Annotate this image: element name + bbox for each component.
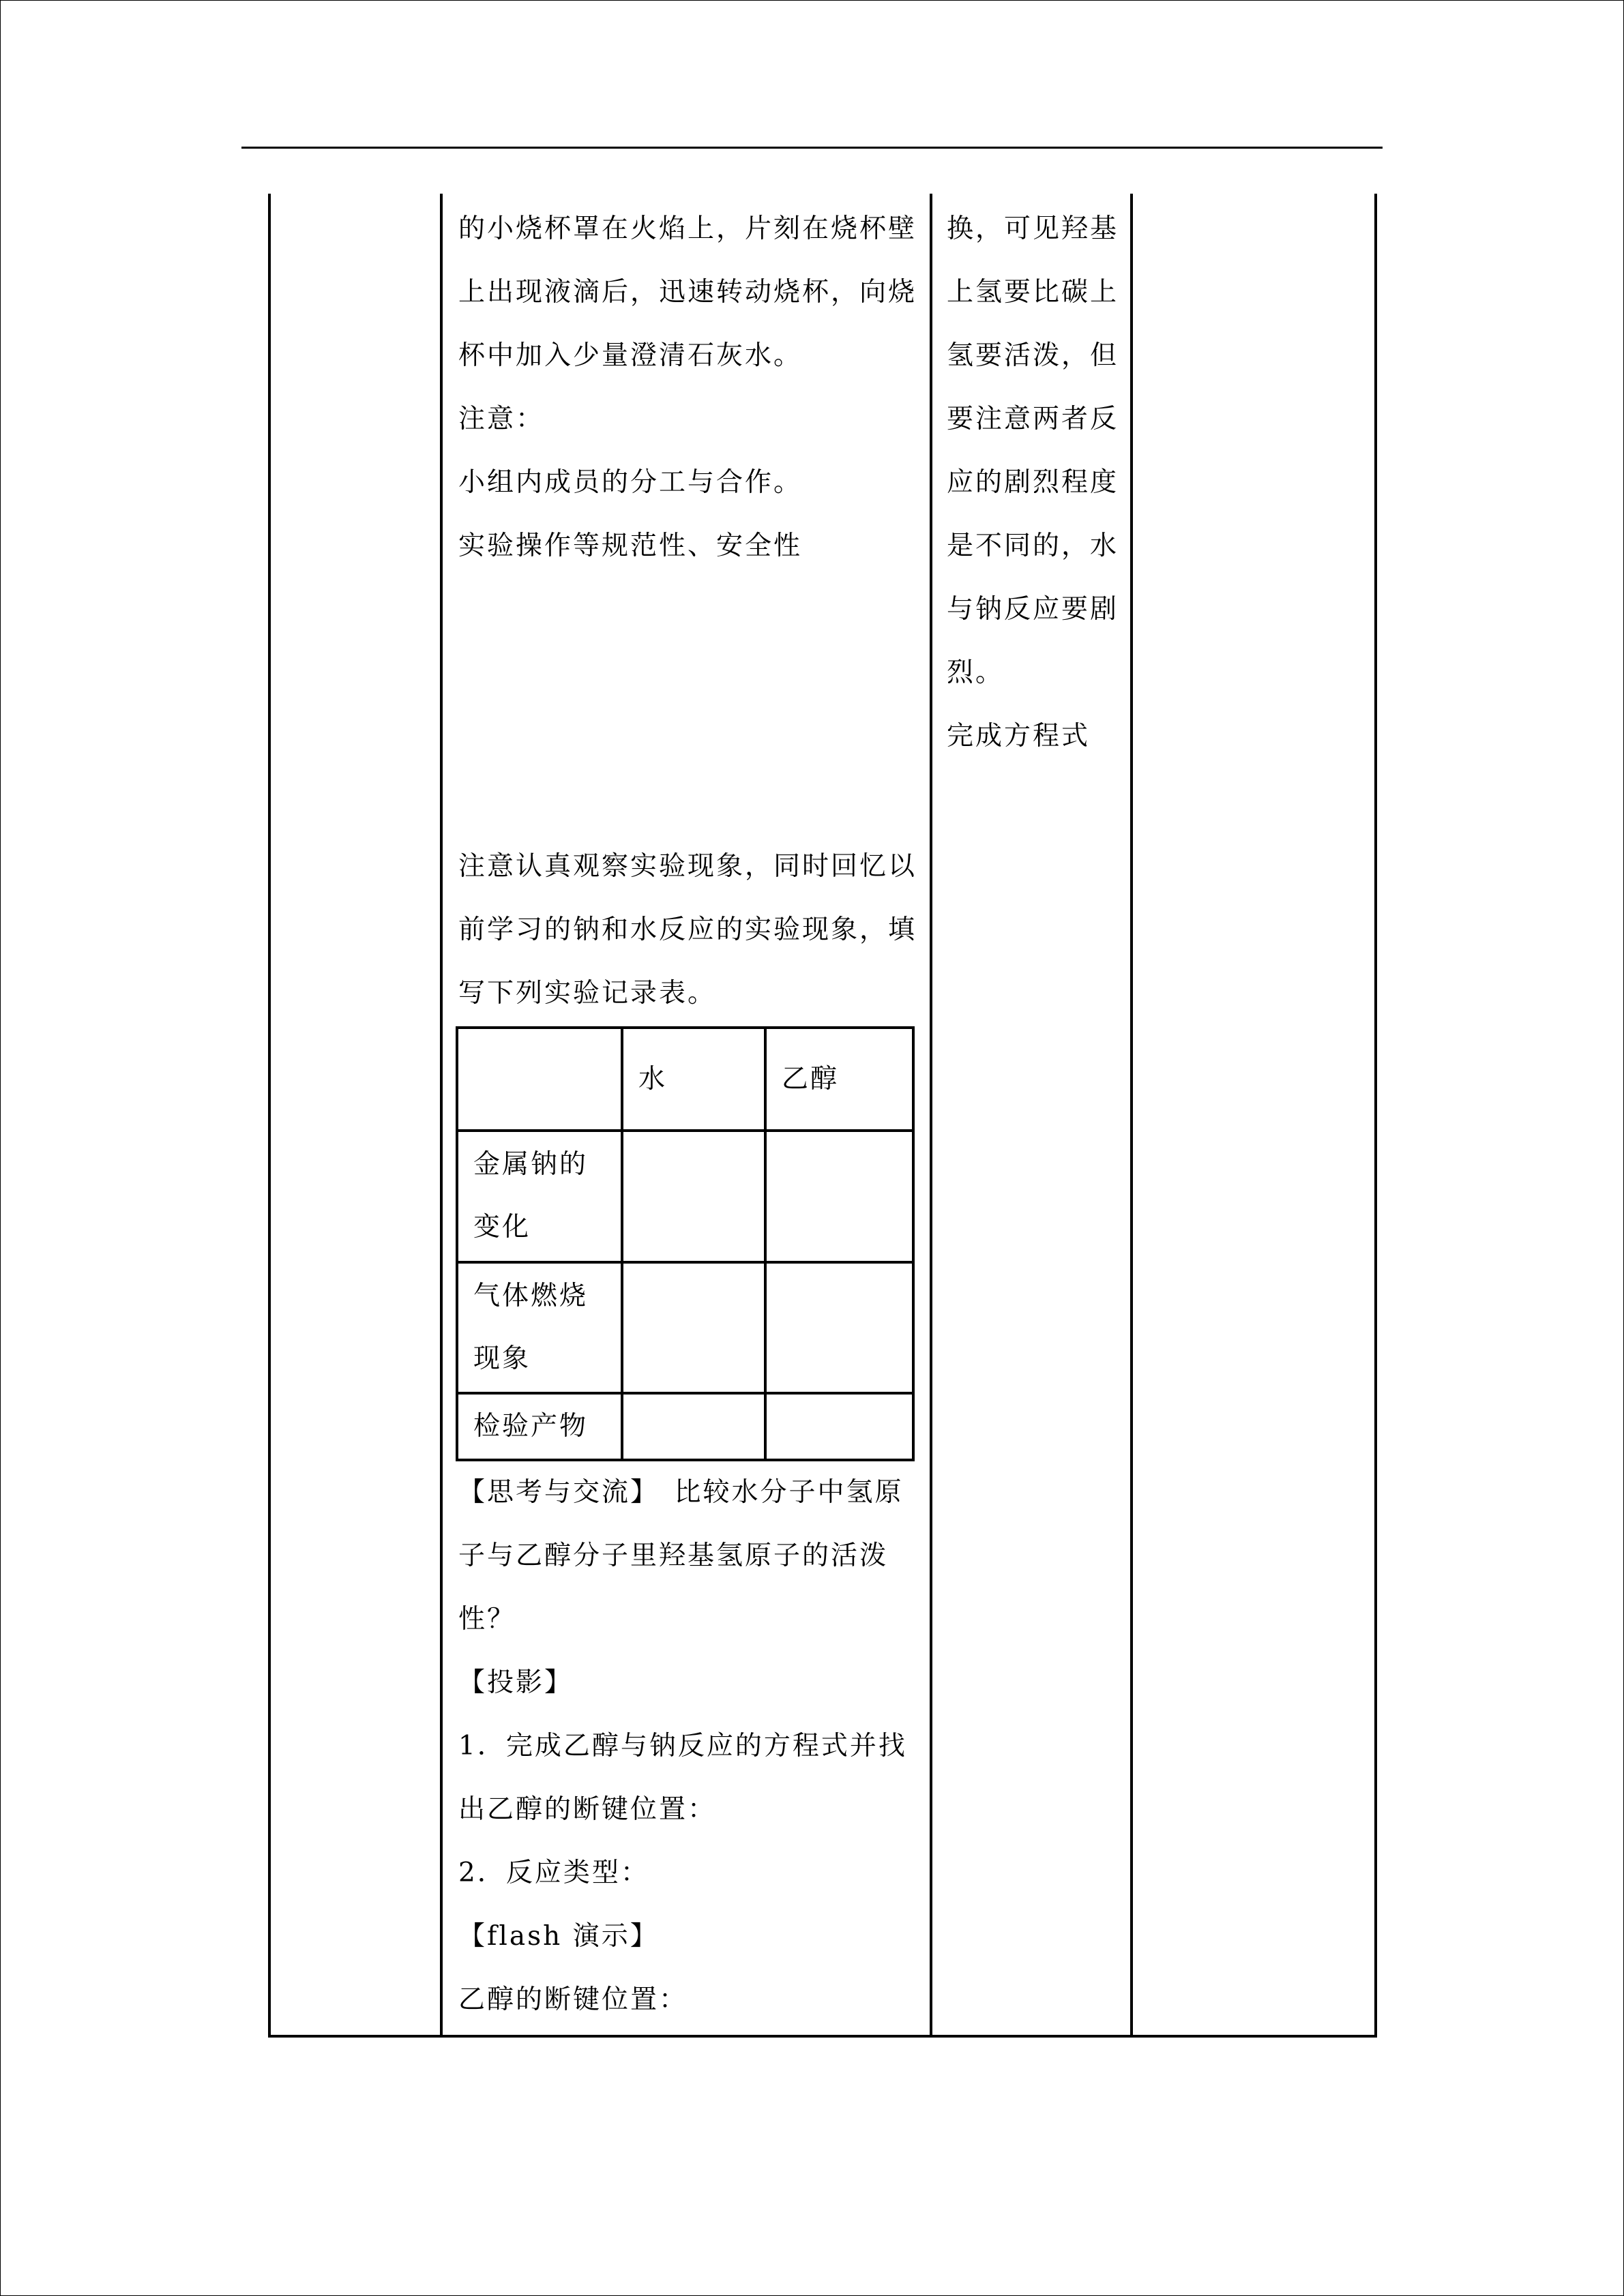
table-divider-3 [1130, 194, 1133, 2038]
table-row [457, 1131, 913, 1262]
text-line: 1．完成乙醇与钠反应的方程式并找 [458, 1731, 907, 1761]
text-line: 注意认真观察实验现象，同时回忆以 [458, 851, 917, 882]
header-rule [241, 147, 1383, 149]
text-line: 实验操作等规范性、安全性 [458, 531, 803, 561]
text-line: 乙醇的断键位置： [458, 1984, 688, 2015]
text-line: 是不同的，水 [947, 531, 1119, 561]
table-divider-2 [930, 194, 932, 2038]
text-line: 出乙醇的断键位置： [458, 1794, 717, 1825]
table-border-right [1374, 194, 1377, 2038]
empty-cell [622, 1131, 765, 1262]
experiment-record-table [456, 1026, 915, 1461]
header-cell-empty [457, 1028, 622, 1131]
text-line: 应的剧烈程度 [947, 467, 1119, 498]
empty-cell [765, 1262, 913, 1393]
row-label-cell [457, 1131, 622, 1262]
table-header-row [457, 1028, 913, 1131]
text-line: 2．反应类型： [458, 1858, 649, 1888]
text-line: 注意： [458, 404, 545, 434]
text-line: 性？ [458, 1604, 516, 1635]
empty-cell [622, 1262, 765, 1393]
text-line: 上氢要比碳上 [947, 277, 1119, 308]
header-cell-water: 水 [622, 1028, 765, 1131]
text-line: 写下列实验记录表。 [458, 978, 717, 1009]
text-line: 小组内成员的分工与合作。 [458, 467, 803, 498]
text-line: 前学习的钠和水反应的实验现象，填 [458, 914, 917, 945]
table-divider-1 [440, 194, 443, 2038]
text-line: 的小烧杯罩在火焰上，片刻在烧杯壁 [458, 213, 917, 244]
text-line: 【flash 演示】 [458, 1921, 659, 1952]
text-line: 与钠反应要剧 [947, 594, 1119, 625]
row-label-cell [457, 1262, 622, 1393]
row-label-line: 金属钠的 [473, 1149, 589, 1180]
row-label-line: 气体燃烧 [473, 1280, 589, 1311]
row-label-line: 现象 [473, 1343, 531, 1374]
header-cell-ethanol: 乙醇 [765, 1028, 913, 1131]
text-line: 要注意两者反 [947, 404, 1119, 434]
text-line: 【投影】 [458, 1667, 574, 1698]
text-line: 完成方程式 [947, 721, 1091, 751]
empty-cell [622, 1393, 765, 1460]
text-line: 换，可见羟基 [947, 213, 1119, 244]
text-line: 子与乙醇分子里羟基氢原子的活泼 [458, 1540, 889, 1571]
table-row [457, 1262, 913, 1393]
text-line: 上出现液滴后，迅速转动烧杯，向烧 [458, 277, 917, 308]
table-row [457, 1393, 913, 1460]
text-line: 【思考与交流】 比较水分子中氢原 [458, 1477, 904, 1508]
row-label-cell: 检验产物 [457, 1393, 622, 1460]
text-line: 杯中加入少量澄清石灰水。 [458, 340, 803, 371]
empty-cell [765, 1393, 913, 1460]
table-border-left [268, 194, 271, 2038]
text-line: 氢要活泼，但 [947, 340, 1119, 371]
empty-cell [765, 1131, 913, 1262]
row-label-line: 变化 [473, 1212, 531, 1243]
text-line: 烈。 [947, 657, 1005, 688]
table-bottom-border [268, 2035, 1377, 2038]
